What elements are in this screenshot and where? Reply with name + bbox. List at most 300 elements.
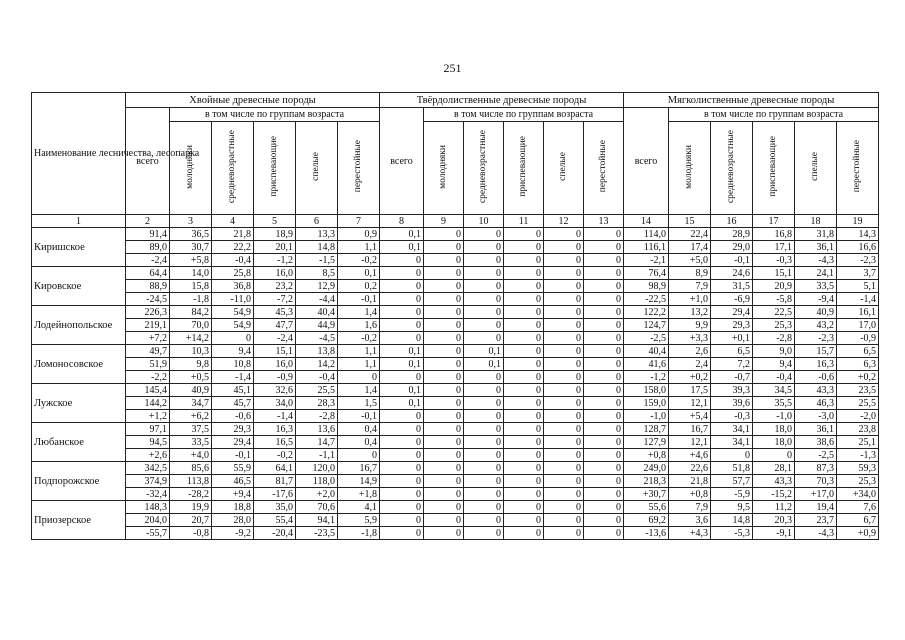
table-cell: -1,4 <box>837 293 879 306</box>
table-cell: 0 <box>464 293 504 306</box>
table-row <box>32 436 879 449</box>
table-cell: 10,8 <box>212 358 254 371</box>
age-group-header <box>711 122 753 215</box>
table-cell: 0 <box>544 488 584 501</box>
table-cell: 0 <box>504 241 544 254</box>
table-cell: 49,7 <box>126 345 170 358</box>
table-cell: 34,1 <box>711 423 753 436</box>
table-cell: 0 <box>338 371 380 384</box>
table-cell: 13,3 <box>296 228 338 241</box>
table-cell: 37,5 <box>170 423 212 436</box>
table-cell: 14,3 <box>837 228 879 241</box>
table-cell: 16,0 <box>254 267 296 280</box>
table-cell: 6,5 <box>711 345 753 358</box>
table-cell: 0 <box>584 449 624 462</box>
table-cell: 0 <box>424 475 464 488</box>
table-cell: 64,1 <box>254 462 296 475</box>
column-number: 10 <box>464 215 504 228</box>
table-cell: 40,9 <box>170 384 212 397</box>
table-cell: 16,3 <box>254 423 296 436</box>
table-cell: 0 <box>504 254 544 267</box>
age-group-header <box>212 122 254 215</box>
table-row <box>32 371 879 384</box>
table-cell: +5,4 <box>669 410 711 423</box>
table-cell: 35,5 <box>753 397 795 410</box>
table-cell: 204,0 <box>126 514 170 527</box>
table-cell: -9,1 <box>753 527 795 540</box>
forestry-name: Любанское <box>32 423 126 462</box>
table-cell: 0 <box>380 423 424 436</box>
column-number: 15 <box>669 215 711 228</box>
age-groups-header: в том числе по группам возраста <box>170 108 380 122</box>
table-cell: 0 <box>504 306 544 319</box>
table-cell: 43,2 <box>795 319 837 332</box>
table-cell: +6,2 <box>170 410 212 423</box>
table-cell: 14,0 <box>170 267 212 280</box>
table-cell: +0,5 <box>170 371 212 384</box>
table-cell: 145,4 <box>126 384 170 397</box>
forestry-name: Киришское <box>32 228 126 267</box>
table-cell: 28,1 <box>753 462 795 475</box>
table-cell: 64,4 <box>126 267 170 280</box>
column-number: 13 <box>584 215 624 228</box>
forestry-name: Приозерское <box>32 501 126 540</box>
table-cell: 9,5 <box>711 501 753 514</box>
table-cell: 0 <box>544 319 584 332</box>
table-cell: 15,1 <box>254 345 296 358</box>
table-cell: -28,2 <box>170 488 212 501</box>
table-cell: 0 <box>504 462 544 475</box>
table-cell: 69,2 <box>624 514 669 527</box>
table-cell: 34,0 <box>254 397 296 410</box>
table-cell: 0 <box>504 228 544 241</box>
table-cell: 76,4 <box>624 267 669 280</box>
table-row <box>32 488 879 501</box>
table-cell: 16,3 <box>795 358 837 371</box>
table-cell: 12,9 <box>296 280 338 293</box>
table-cell: -23,5 <box>296 527 338 540</box>
table-row <box>32 280 879 293</box>
total-header: всего <box>380 108 424 215</box>
table-cell: +7,2 <box>126 332 170 345</box>
age-group-label: спелые <box>311 152 321 181</box>
table-row <box>32 514 879 527</box>
table-cell: 31,5 <box>711 280 753 293</box>
table-cell: +4,6 <box>669 449 711 462</box>
table-cell: 40,9 <box>795 306 837 319</box>
table-cell: 0 <box>464 449 504 462</box>
table-cell: 0 <box>424 228 464 241</box>
table-cell: 2,6 <box>669 345 711 358</box>
table-cell: 3,7 <box>837 267 879 280</box>
table-cell: -4,3 <box>795 527 837 540</box>
table-cell: 0 <box>464 319 504 332</box>
table-cell: 30,7 <box>170 241 212 254</box>
table-cell: 14,7 <box>296 436 338 449</box>
table-cell: 0 <box>504 514 544 527</box>
table-cell: +0,9 <box>837 527 879 540</box>
table-cell: 15,8 <box>170 280 212 293</box>
table-cell: 0 <box>424 241 464 254</box>
table-cell: -0,1 <box>711 254 753 267</box>
table-cell: 0 <box>504 358 544 371</box>
table-row <box>32 501 879 514</box>
table-cell: +14,2 <box>170 332 212 345</box>
table-cell: 81,7 <box>254 475 296 488</box>
age-group-label: перестойные <box>353 140 363 193</box>
age-group-label: средневозрастные <box>478 129 489 204</box>
table-cell: 51,9 <box>126 358 170 371</box>
table-cell: 0 <box>544 358 584 371</box>
table-cell: 0 <box>584 488 624 501</box>
table-cell: 17,4 <box>669 241 711 254</box>
table-cell: -6,9 <box>711 293 753 306</box>
table-cell: +0,2 <box>837 371 879 384</box>
table-cell: 12,1 <box>669 436 711 449</box>
table-cell: 36,1 <box>795 423 837 436</box>
table-cell: 18,0 <box>753 436 795 449</box>
table-cell: 0 <box>380 436 424 449</box>
column-number: 12 <box>544 215 584 228</box>
table-cell: 0 <box>424 462 464 475</box>
table-cell: 40,4 <box>296 306 338 319</box>
column-number: 1 <box>32 215 126 228</box>
table-cell: 8,9 <box>669 267 711 280</box>
table-cell: 6,3 <box>837 358 879 371</box>
table-cell: 54,9 <box>212 306 254 319</box>
table-row <box>32 423 879 436</box>
table-cell: 25,8 <box>212 267 254 280</box>
table-cell: 29,3 <box>212 423 254 436</box>
column-number: 17 <box>753 215 795 228</box>
table-cell: 70,3 <box>795 475 837 488</box>
table-cell: 2,4 <box>669 358 711 371</box>
table-row <box>32 306 879 319</box>
table-cell: 18,9 <box>254 228 296 241</box>
table-cell: 54,9 <box>212 319 254 332</box>
table-cell: 20,7 <box>170 514 212 527</box>
table-row <box>32 449 879 462</box>
table-cell: 0 <box>584 527 624 540</box>
table-cell: 0 <box>584 254 624 267</box>
table-cell: 14,8 <box>711 514 753 527</box>
table-cell: -0,3 <box>711 410 753 423</box>
table-header <box>32 93 879 228</box>
table-cell: -24,5 <box>126 293 170 306</box>
table-cell: 0 <box>504 501 544 514</box>
table-cell: 9,0 <box>753 345 795 358</box>
table-cell: 0 <box>464 423 504 436</box>
table-cell: 0 <box>380 449 424 462</box>
table-cell: 16,0 <box>254 358 296 371</box>
table-cell: 24,1 <box>795 267 837 280</box>
table-cell: 0 <box>584 280 624 293</box>
table-cell: 0 <box>464 241 504 254</box>
column-number: 18 <box>795 215 837 228</box>
table-cell: +1,8 <box>338 488 380 501</box>
column-number: 7 <box>338 215 380 228</box>
table-cell: 0 <box>464 332 504 345</box>
table-cell: 0 <box>380 332 424 345</box>
table-cell: 219,1 <box>126 319 170 332</box>
table-cell: 22,5 <box>753 306 795 319</box>
table-cell: 0 <box>504 267 544 280</box>
table-cell: 0 <box>424 280 464 293</box>
table-cell: +17,0 <box>795 488 837 501</box>
table-cell: 20,1 <box>254 241 296 254</box>
forestry-name: Кировское <box>32 267 126 306</box>
table-cell: 0 <box>584 293 624 306</box>
table-cell: -0,4 <box>753 371 795 384</box>
table-cell: 22,6 <box>669 462 711 475</box>
table-cell: -0,4 <box>212 254 254 267</box>
column-number: 2 <box>126 215 170 228</box>
age-group-header <box>338 122 380 215</box>
table-cell: 0 <box>544 254 584 267</box>
column-number: 4 <box>212 215 254 228</box>
table-cell: -1,2 <box>254 254 296 267</box>
table-cell: 18,0 <box>753 423 795 436</box>
age-group-header <box>584 122 624 215</box>
table-row <box>32 293 879 306</box>
table-cell: 0 <box>544 501 584 514</box>
table-cell: 0 <box>584 423 624 436</box>
table-cell: 29,3 <box>711 319 753 332</box>
table-cell: 34,7 <box>170 397 212 410</box>
table-cell: 33,5 <box>170 436 212 449</box>
table-cell: 0,1 <box>380 397 424 410</box>
table-cell: 0,1 <box>338 267 380 280</box>
table-cell: 124,7 <box>624 319 669 332</box>
table-cell: 34,5 <box>753 384 795 397</box>
table-cell: 25,5 <box>837 397 879 410</box>
table-cell: 28,9 <box>711 228 753 241</box>
table-cell: 11,2 <box>753 501 795 514</box>
table-cell: 0 <box>464 475 504 488</box>
table-cell: 0 <box>464 397 504 410</box>
table-cell: 6,7 <box>837 514 879 527</box>
table-cell: 31,8 <box>795 228 837 241</box>
table-cell: +4,0 <box>170 449 212 462</box>
table-cell: -0,2 <box>338 254 380 267</box>
table-cell: 23,7 <box>795 514 837 527</box>
age-groups-header: в том числе по группам возраста <box>669 108 879 122</box>
forestry-name-header: Наименование лесничества, лесопарка <box>32 93 126 215</box>
table-cell: 0 <box>584 319 624 332</box>
table-cell: -0,2 <box>338 332 380 345</box>
table-cell: 0 <box>544 332 584 345</box>
table-cell: -2,8 <box>296 410 338 423</box>
table-cell: 7,2 <box>711 358 753 371</box>
table-cell: 13,6 <box>296 423 338 436</box>
table-cell: 7,9 <box>669 280 711 293</box>
table-cell: 0 <box>424 384 464 397</box>
table-cell: 0 <box>544 241 584 254</box>
table-cell: 9,4 <box>212 345 254 358</box>
column-number: 6 <box>296 215 338 228</box>
table-cell: +1,0 <box>669 293 711 306</box>
table-cell: 43,3 <box>753 475 795 488</box>
table-cell: 1,4 <box>338 384 380 397</box>
table-cell: 0 <box>464 228 504 241</box>
table-cell: -1,8 <box>170 293 212 306</box>
table-cell: 0 <box>584 345 624 358</box>
table-cell: 70,6 <box>296 501 338 514</box>
table-cell: 0 <box>504 319 544 332</box>
column-number: 11 <box>504 215 544 228</box>
table-row <box>32 332 879 345</box>
table-cell: -0,1 <box>338 293 380 306</box>
column-number: 19 <box>837 215 879 228</box>
age-group-header <box>424 122 464 215</box>
table-cell: 21,8 <box>212 228 254 241</box>
table-cell: 45,1 <box>212 384 254 397</box>
group-header: Твёрдолиственные древесные породы <box>380 93 624 108</box>
table-cell: 23,2 <box>254 280 296 293</box>
age-group-header <box>504 122 544 215</box>
table-cell: 0 <box>424 423 464 436</box>
table-cell: -5,9 <box>711 488 753 501</box>
table-cell: 0 <box>504 449 544 462</box>
table-cell: 0 <box>504 397 544 410</box>
table-cell: -1,0 <box>624 410 669 423</box>
table-cell: 0 <box>584 358 624 371</box>
table-cell: 342,5 <box>126 462 170 475</box>
column-number: 8 <box>380 215 424 228</box>
table-cell: 0 <box>584 267 624 280</box>
table-cell: -3,0 <box>795 410 837 423</box>
forestry-name: Ломоносовское <box>32 345 126 384</box>
table-cell: 0 <box>584 241 624 254</box>
total-header: всего <box>624 108 669 215</box>
table-cell: 0 <box>380 514 424 527</box>
table-cell: 22,2 <box>212 241 254 254</box>
table-cell: 0 <box>464 306 504 319</box>
column-number: 3 <box>170 215 212 228</box>
table-cell: 0 <box>424 488 464 501</box>
table-cell: 0 <box>544 306 584 319</box>
age-group-label: молодняки <box>185 144 195 189</box>
table-cell: 57,7 <box>711 475 753 488</box>
table-cell: 46,5 <box>212 475 254 488</box>
table-cell: 25,1 <box>837 436 879 449</box>
table-cell: 19,9 <box>170 501 212 514</box>
table-cell: 1,5 <box>338 397 380 410</box>
table-cell: +3,3 <box>669 332 711 345</box>
table-cell: 0 <box>380 410 424 423</box>
table-cell: 0 <box>544 462 584 475</box>
table-cell: 89,0 <box>126 241 170 254</box>
table-cell: 127,9 <box>624 436 669 449</box>
table-row <box>32 254 879 267</box>
table-cell: 0 <box>504 410 544 423</box>
table-cell: 0 <box>504 423 544 436</box>
table-cell: 36,5 <box>170 228 212 241</box>
table-cell: 14,8 <box>296 241 338 254</box>
age-group-header <box>753 122 795 215</box>
table-cell: 0 <box>338 449 380 462</box>
table-cell: -2,2 <box>126 371 170 384</box>
table-cell: -1,4 <box>212 371 254 384</box>
table-cell: -1,8 <box>338 527 380 540</box>
table-cell: 7,6 <box>837 501 879 514</box>
table-cell: 0 <box>464 267 504 280</box>
table-cell: 158,0 <box>624 384 669 397</box>
table-cell: 0 <box>544 397 584 410</box>
table-cell: 20,9 <box>753 280 795 293</box>
age-group-header <box>464 122 504 215</box>
table-cell: 0 <box>504 436 544 449</box>
table-cell: 0 <box>380 488 424 501</box>
table-cell: 36,1 <box>795 241 837 254</box>
table-cell: 25,3 <box>753 319 795 332</box>
table-cell: 0 <box>424 397 464 410</box>
table-cell: 249,0 <box>624 462 669 475</box>
table-cell: 0 <box>544 384 584 397</box>
table-cell: 1,1 <box>338 358 380 371</box>
table-row <box>32 397 879 410</box>
table-cell: -2,3 <box>837 254 879 267</box>
table-cell: 148,3 <box>126 501 170 514</box>
table-cell: 1,1 <box>338 345 380 358</box>
table-cell: -2,5 <box>795 449 837 462</box>
table-cell: -1,0 <box>753 410 795 423</box>
age-group-label: перестойные <box>598 140 609 193</box>
table-cell: 0 <box>380 254 424 267</box>
table-cell: 0 <box>212 332 254 345</box>
table-cell: 21,8 <box>669 475 711 488</box>
table-cell: 0 <box>424 293 464 306</box>
table-cell: 9,9 <box>669 319 711 332</box>
table-cell: 0 <box>544 371 584 384</box>
table-row <box>32 358 879 371</box>
forestry-name: Подпорожское <box>32 462 126 501</box>
table-cell: 16,8 <box>753 228 795 241</box>
table-cell: 159,0 <box>624 397 669 410</box>
table-cell: +2,0 <box>296 488 338 501</box>
table-cell: +1,2 <box>126 410 170 423</box>
table-cell: -2,5 <box>624 332 669 345</box>
column-number: 16 <box>711 215 753 228</box>
table-cell: 16,1 <box>837 306 879 319</box>
table-cell: 0 <box>544 280 584 293</box>
table-cell: -32,4 <box>126 488 170 501</box>
table-cell: 0 <box>504 371 544 384</box>
table-cell: -22,5 <box>624 293 669 306</box>
age-group-header <box>795 122 837 215</box>
table-cell: 0 <box>464 527 504 540</box>
table-cell: 0 <box>544 527 584 540</box>
table-cell: 32,6 <box>254 384 296 397</box>
table-cell: 17,1 <box>753 241 795 254</box>
group-header: Мягколиственные древесные породы <box>624 93 879 108</box>
table-cell: 226,3 <box>126 306 170 319</box>
table-cell: 0 <box>380 475 424 488</box>
table-cell: 12,1 <box>669 397 711 410</box>
table-cell: 0 <box>504 293 544 306</box>
table-row <box>32 462 879 475</box>
table-cell: 0 <box>584 384 624 397</box>
table-cell: 0 <box>380 501 424 514</box>
table-cell: -2,8 <box>753 332 795 345</box>
table-cell: 0 <box>464 436 504 449</box>
table-cell: 0 <box>504 280 544 293</box>
table-cell: 22,4 <box>669 228 711 241</box>
table-cell: 1,6 <box>338 319 380 332</box>
table-cell: 18,8 <box>212 501 254 514</box>
table-cell: 0 <box>464 488 504 501</box>
table-cell: 0 <box>584 462 624 475</box>
